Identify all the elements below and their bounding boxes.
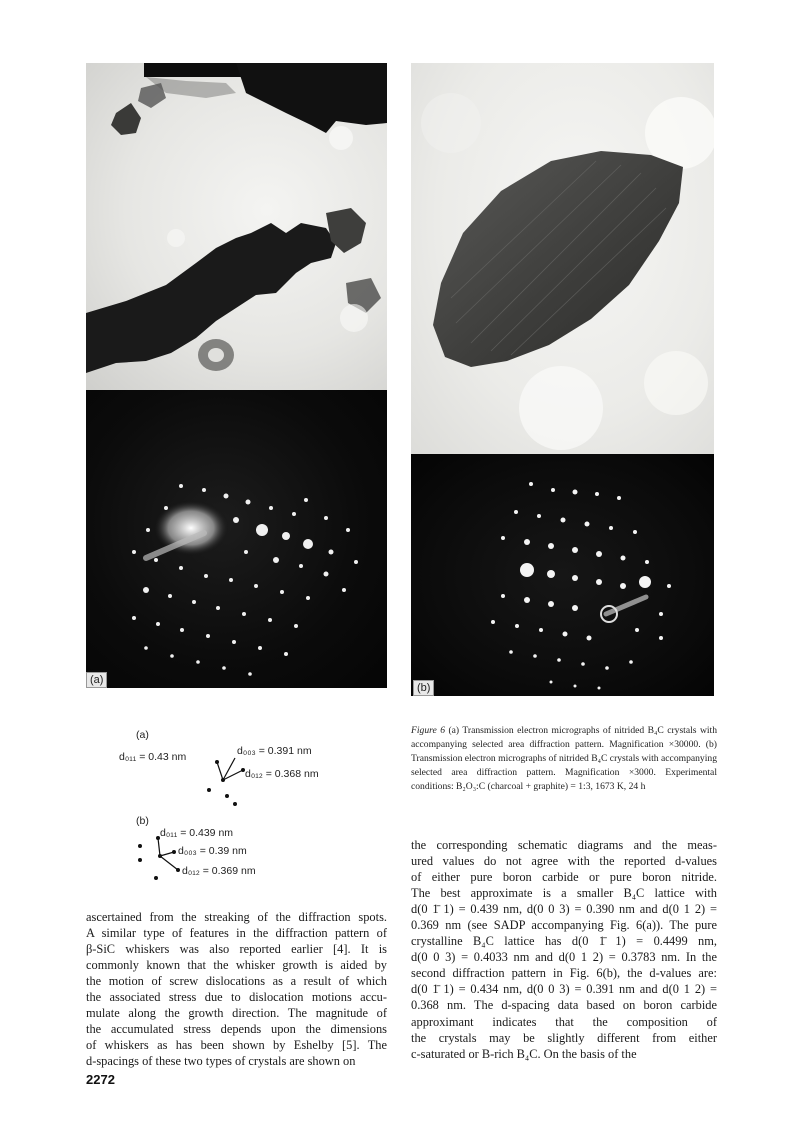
micrograph-b-image <box>411 63 714 454</box>
panel-label-a: (a) <box>86 672 107 688</box>
body-line: commonly known that the whisker growth is aided by <box>86 958 387 973</box>
body-line: ascertained from the streaking of the diffraction spots. <box>86 910 387 924</box>
diffraction-pattern-b-image <box>411 454 714 696</box>
page-number: 2272 <box>86 1072 115 1087</box>
body-line: The best approximate is a smaller B₄C lattice with <box>411 886 717 901</box>
schematic-b-d011: d₀₁₁ = 0.439 nm <box>160 827 234 839</box>
micrograph-a-image <box>86 63 387 390</box>
body-line: of whiskers as has been shown by Eshelby [5]. The <box>86 1038 387 1053</box>
schematic-a-vectors <box>205 752 255 812</box>
body-line: ured values do not agree with the reported d-values <box>411 854 717 869</box>
body-line: second diffraction pattern in Fig. 6(b), the d-values are: <box>411 966 717 981</box>
body-line: the corresponding schematic diagrams and the meas- <box>411 838 717 852</box>
diffraction-pattern-a-image <box>86 390 387 688</box>
body-line: β-SiC whiskers was also reported earlier [4]. It is <box>86 942 387 957</box>
schematic-b-vectors <box>138 834 188 884</box>
body-line: d(0 1̄ 1) = 0.434 nm, d(0 0 3) = 0.391 nm and d(0 1 2) = <box>411 982 717 997</box>
body-line: A similar type of features in the diffraction pattern of <box>86 926 387 941</box>
diffraction-pattern-b <box>411 454 714 696</box>
body-line: the associated stress due to dislocation motions accu- <box>86 990 387 1005</box>
body-line: d(0 1̄ 1) = 0.439 nm, d(0 0 3) = 0.390 nm and d(0 1 2) = <box>411 902 717 917</box>
body-line: of either pure boron carbide or pure boron nitride. <box>411 870 717 885</box>
micrograph-a <box>86 63 387 390</box>
body-line: d(0 0 3) = 0.4033 nm and d(0 1 2) = 0.3783 nm. In the <box>411 950 717 965</box>
body-line: 0.369 nm (see SADP accompanying Fig. 6(a)). The pure <box>411 918 717 933</box>
body-column-right <box>411 837 717 1062</box>
diffraction-pattern-a <box>86 390 387 688</box>
body-line: approximant indicates that the composition of <box>411 1014 717 1029</box>
schematic-b-d003: d₀₀₃ = 0.39 nm <box>178 845 247 857</box>
figure-caption <box>411 724 717 794</box>
schematic-b-d012: d₀₁₂ = 0.369 nm <box>182 865 256 877</box>
caption-label: Figure 6 <box>411 725 445 736</box>
body-column-left <box>86 909 387 1069</box>
schematic-a-d011: d₀₁₁ = 0.43 nm <box>119 751 187 763</box>
schematic-a-d003: d₀₀₃ = 0.391 nm <box>237 745 312 757</box>
schematic-a-label: (a) <box>136 729 149 741</box>
body-line: the motion of screw dislocations as a result of which <box>86 974 387 989</box>
body-line: mulate along the growth direction. The magnitude of <box>86 1006 387 1021</box>
body-line: 0.368 nm. The d-spacing data based on boron carbide <box>411 998 717 1013</box>
body-line: c-saturated or B-rich B₄C. On the basis of the <box>411 1046 637 1061</box>
body-line: crystalline B₄C lattice has d(0 1̄ 1) = 0.4499 nm, <box>411 934 717 949</box>
micrograph-b <box>411 63 714 454</box>
body-line: the crystals may be slightly different from either <box>411 1030 717 1045</box>
caption-text: (a) Transmission electron micrographs of nitrided B₄C crystals with accompanying selected area diffraction pattern. Magnification ×30000. (b) Transmission electron micrographs of nitrided B₄C crystals with accompanying selected area diffraction pattern. Magnification ×3000. Experimental conditions: B₂O₃:C (charcoal + graphite) = 1:3, 1673 K, 24 h <box>411 725 717 792</box>
body-line: d-spacings of these two types of crystals are shown on <box>86 1054 356 1069</box>
body-line: the accumulated stress depends upon the dimensions <box>86 1022 387 1037</box>
panel-label-b: (b) <box>413 680 434 696</box>
schematic-b-label: (b) <box>136 815 149 827</box>
schematic-a-d012: d₀₁₂ = 0.368 nm <box>245 768 319 780</box>
